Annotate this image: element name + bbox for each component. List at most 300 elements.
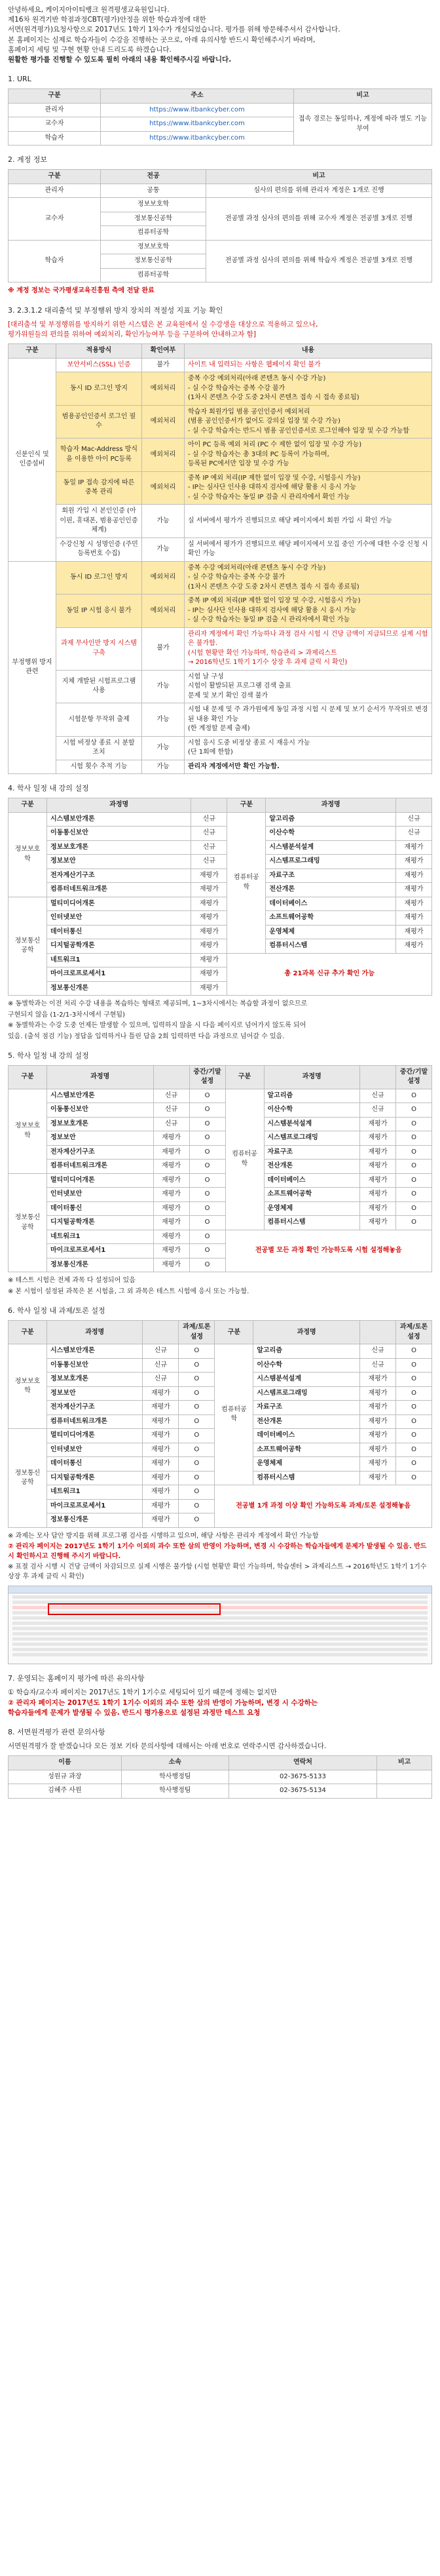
function-check: 가능 xyxy=(142,703,185,737)
course-group: 정보보호학 xyxy=(9,1344,47,1429)
function-method: 동시 ID 로그인 방지 xyxy=(56,372,142,406)
url-link[interactable]: https://www.itbankcyber.com xyxy=(101,117,294,132)
col-header: 과정명 xyxy=(47,1321,143,1344)
function-check: 불가 xyxy=(142,627,185,670)
function-row xyxy=(9,561,432,595)
course-name: 이산수학 xyxy=(264,1103,359,1118)
section-courses-current xyxy=(8,783,432,1042)
intro-line: 서면(원격평가)요청사항으로 2017년도 1학기 1차수가 개설되었습니다. 평가를 위해 방문해주셔서 감사합니다. xyxy=(8,26,340,34)
function-row xyxy=(9,670,432,703)
course-name: 알고리즘 xyxy=(264,1089,359,1103)
account-group: 교수자 xyxy=(9,198,101,241)
course-status: 신규 xyxy=(191,812,227,827)
course-row xyxy=(9,868,432,883)
course-row xyxy=(9,1216,432,1230)
col-header: 과제/토론 설정 xyxy=(179,1321,215,1344)
course-name: 시스템프로그래밍 xyxy=(266,855,396,869)
course-row xyxy=(9,953,432,967)
course-name: 알고리즘 xyxy=(266,812,396,827)
course-setting-mark: O xyxy=(396,1201,432,1216)
course-setting-mark: O xyxy=(189,1244,225,1259)
col-header: 구분 xyxy=(215,1321,253,1344)
course-setting-mark: O xyxy=(396,1131,432,1146)
intro-line: 제16차 원격기반 학점과정CBT(평가)안정을 위한 학습과정에 대한 xyxy=(8,16,206,24)
course-name: 운영체제 xyxy=(264,1201,359,1216)
course-setting-mark: O xyxy=(396,1089,432,1103)
function-method: 범용공인인증서 로그인 필수 xyxy=(56,405,142,439)
course-name: 전산개론 xyxy=(266,883,396,897)
col-header: 구분 xyxy=(9,798,47,813)
course-status: 재평가 xyxy=(191,911,227,926)
course-row xyxy=(9,855,432,869)
courses-assign-notes xyxy=(8,1532,432,1582)
functions-table xyxy=(8,343,432,774)
course-setting-mark: O xyxy=(189,1201,225,1216)
course-setting-mark: O xyxy=(396,1358,432,1373)
url-kind: 관리자 xyxy=(9,103,101,117)
course-name: 소프트웨어공학 xyxy=(253,1443,360,1457)
course-status: 재평가 xyxy=(396,855,432,869)
course-name: 멀티미디어개론 xyxy=(47,1429,143,1443)
course-name: 시스템프로그래밍 xyxy=(264,1131,359,1146)
function-content: 중복 수강 예외처리(아래 콘텐츠 동시 수강 가능) - 실 수강 학습자는 중복 수강 불가 (1차시 콘텐츠 수강 도중 2차시 콘텐츠 접속 시 접속 종료됨) xyxy=(185,372,432,406)
col-header xyxy=(396,798,432,813)
intro-line: 본 홈페이지는 실제로 학습자들이 수강을 진행하는 곳으로, 아래 유의사항 반드시 확인해주시기 바라며, xyxy=(8,35,316,44)
section-courses-lecture xyxy=(8,1051,432,1297)
course-setting-mark: O xyxy=(179,1485,215,1500)
col-header: 과정명 xyxy=(266,798,396,813)
function-content: 아이 PC 등록 예외 처리 (PC 수 제한 없이 입장 및 수강 가능) - 실 수강 학습자는 총 3대의 PC 등록이 가능하며, 등록된 PC에서만 입장 및 수강 가능 xyxy=(185,439,432,472)
course-name: 컴퓨터시스템 xyxy=(253,1471,360,1485)
course-status: 재평가 xyxy=(396,939,432,954)
function-method: 지체 개발된 시험프로그램 사용 xyxy=(56,670,142,703)
course-status: 신규 xyxy=(360,1344,396,1359)
function-method: 과제 무사인만 방지 시스템 구축 xyxy=(56,627,142,670)
function-row xyxy=(9,372,432,406)
course-row xyxy=(9,939,432,954)
courses-assign-table xyxy=(8,1320,432,1528)
account-major: 정보보호학 xyxy=(101,240,206,254)
course-status: 신규 xyxy=(396,827,432,841)
section-title: 3. 2.3.1.2 대리출석 및 부정행위 방지 장치의 적절성 지표 기능 확인 xyxy=(8,305,223,315)
account-major: 컴퓨터공학 xyxy=(101,268,206,283)
operation-line: 학습자들에게 문제가 발생될 수 있음. 반드시 평가용으로 설정된 과정만 테스트 요청 xyxy=(8,1708,261,1717)
function-row xyxy=(9,405,432,439)
course-setting-mark: O xyxy=(189,1173,225,1188)
course-row xyxy=(9,897,432,911)
function-row xyxy=(9,505,432,538)
col-header: 비고 xyxy=(377,1756,432,1770)
course-status: 재평가 xyxy=(360,1429,396,1443)
function-check: 가능 xyxy=(142,736,185,760)
course-status: 재평가 xyxy=(143,1485,179,1500)
course-status: 신규 xyxy=(191,827,227,841)
course-setting-mark: O xyxy=(189,1117,225,1131)
course-name: 시스템분석설계 xyxy=(266,840,396,855)
course-setting-mark: O xyxy=(179,1443,215,1457)
course-status: 재평가 xyxy=(360,1131,396,1146)
course-setting-mark: O xyxy=(396,1344,432,1359)
course-setting-mark: O xyxy=(189,1089,225,1103)
course-group: 정보통신공학 xyxy=(9,1173,47,1272)
course-status: 재평가 xyxy=(143,1499,179,1513)
course-setting-mark: O xyxy=(396,1457,432,1472)
course-name: 정보보호개론 xyxy=(47,1117,154,1131)
course-name: 이동통신보안 xyxy=(47,1358,143,1373)
course-group: 컴퓨터공학 xyxy=(225,1089,264,1230)
courses-current-table xyxy=(8,798,432,996)
course-status: 재평가 xyxy=(360,1188,396,1202)
course-setting-mark: O xyxy=(396,1386,432,1401)
course-status: 신규 xyxy=(153,1117,189,1131)
course-setting-mark: O xyxy=(189,1188,225,1202)
course-row xyxy=(9,883,432,897)
course-row xyxy=(9,1230,432,1244)
intro-line: 홈페이지 세팅 및 구현 현황 안내 드리도록 하겠습니다. xyxy=(8,45,172,54)
course-row xyxy=(9,1145,432,1160)
course-setting-mark: O xyxy=(179,1471,215,1485)
course-name: 디지털공학개론 xyxy=(47,939,191,954)
courses-current-notes xyxy=(8,1000,432,1042)
course-row xyxy=(9,1131,432,1146)
course-name: 이동통신보안 xyxy=(47,1103,154,1118)
url-link[interactable]: https://www.itbankcyber.com xyxy=(101,103,294,117)
admin-screenshot-image xyxy=(8,1586,432,1664)
note-line: ※ 동별학과는 이전 처리 수강 내용을 복습하는 형태로 제공되며, 1~3차시에서는 복습할 과정이 없으므로 xyxy=(8,1000,308,1007)
course-status: 신규 xyxy=(360,1089,396,1103)
course-status: 재평가 xyxy=(360,1386,396,1401)
course-name: 정보통신개론 xyxy=(47,1258,154,1272)
course-name: 정보통신개론 xyxy=(47,981,191,996)
courses-lecture-table xyxy=(8,1065,432,1273)
course-name: 알고리즘 xyxy=(253,1344,360,1359)
course-name: 인터넷보안 xyxy=(47,911,191,926)
course-name: 정보통신개론 xyxy=(47,1513,143,1528)
course-group: 정보보호학 xyxy=(9,1089,47,1173)
contact-dept: 학사행정팀 xyxy=(121,1784,229,1799)
course-row xyxy=(9,812,432,827)
course-setting-mark: O xyxy=(189,1145,225,1160)
col-header: 구분 xyxy=(9,89,101,104)
course-row xyxy=(9,1188,432,1202)
course-setting-mark: O xyxy=(179,1344,215,1359)
intro-line: 안녕하세요, 케이지아이티뱅크 원격평생교육원입니다. xyxy=(8,6,170,14)
course-name: 시스템보안개론 xyxy=(47,1089,154,1103)
section-title: 4. 학사 일정 내 강의 설정 xyxy=(8,784,89,793)
note-line: ② 관리자 페이지는 2017년도 1학기 1기수 이외의 과수 또한 삼의 반영이 가능하며, 변경 시 수강하는 학습자들에게 문제가 발생될 수 있음. 반드시 확인하시고 진행해 주시기 바랍니다. xyxy=(8,1543,427,1560)
operation-line: ② 관리자 페이지는 2017년도 1학기 1기수 이외의 과수 또한 삼의 반영이 가능하며, 변경 시 수강하는 xyxy=(8,1698,318,1707)
course-status: 재평가 xyxy=(143,1443,179,1457)
course-status: 재평가 xyxy=(360,1457,396,1472)
course-name: 전자계산기구조 xyxy=(47,1145,154,1160)
course-name: 멀티미디어개론 xyxy=(47,897,191,911)
section-accounts xyxy=(8,155,432,296)
contact-desc: 서면원격평가 잘 받겠습니다 모든 정보 기타 문의사항에 대해서는 아래 번호로 연락주시면 감사하겠습니다. xyxy=(8,1742,327,1750)
section-title: 5. 학사 일정 내 강의 설정 xyxy=(8,1051,89,1060)
course-name: 마이크로프로세서1 xyxy=(47,1499,143,1513)
function-content: 실 서버에서 평가가 진행되므로 해당 페이지에서 모집 중인 기수에 대한 수강 신청 시 확인 가능 xyxy=(185,537,432,561)
account-remark: 심사의 편의를 위해 관리자 계정은 1개로 진행 xyxy=(206,184,432,198)
course-name: 운영체제 xyxy=(253,1457,360,1472)
course-row xyxy=(9,1173,432,1188)
function-row xyxy=(9,358,432,372)
function-content: 시험 내 문제 및 주 과가원에게 동일 과정 시험 시 문제 및 보기 순서가 무작위로 변경된 내용 확인 가능 (한 계정할 문제 출제) xyxy=(185,703,432,737)
course-row xyxy=(9,1485,432,1500)
course-status: 재평가 xyxy=(143,1401,179,1415)
operation-line: ① 학습자/교수자 페이지는 2017년도 1학기 1기수로 세팅되어 있기 때문에 정해는 없지만 xyxy=(8,1688,277,1697)
function-content: 관리자 계정에서 확인 가능하나 과정 검사 시험 시 건당 금액이 지급되므로 실제 시험은 불가함. (시험 현황만 확인 가능하며, 학습관리 > 과제리스트 → 2016학년도 1학기 1기수 상장 후 과제 클릭 시 확인) xyxy=(185,627,432,670)
col-header: 과정명 xyxy=(264,1065,359,1089)
course-status: 재평가 xyxy=(360,1201,396,1216)
function-method: 동일 IP 시험 응시 불가 xyxy=(56,595,142,628)
col-header: 전공 xyxy=(101,170,206,184)
function-content: 시험 응시 도중 비정상 종료 시 재응시 가능 (단 1회에 한함) xyxy=(185,736,432,760)
course-name: 소프트웨어공학 xyxy=(264,1188,359,1202)
course-setting-mark: O xyxy=(189,1160,225,1174)
course-name: 정보보안 xyxy=(47,1386,143,1401)
course-status: 재평가 xyxy=(191,967,227,982)
course-name: 멀티미디어개론 xyxy=(47,1173,154,1188)
course-name: 시스템보안개론 xyxy=(47,1344,143,1359)
function-row xyxy=(9,760,432,774)
function-group: 부정행위 방지관련 xyxy=(9,561,56,774)
course-group: 정보통신공학 xyxy=(9,897,47,996)
function-check: 예외처리 xyxy=(142,372,185,406)
course-status: 재평가 xyxy=(153,1230,189,1244)
course-row xyxy=(9,1160,432,1174)
course-status: 재평가 xyxy=(360,1216,396,1230)
course-status: 재평가 xyxy=(153,1216,189,1230)
course-status: 신규 xyxy=(191,840,227,855)
course-name: 정보보안 xyxy=(47,1131,154,1146)
course-setting-mark: O xyxy=(396,1145,432,1160)
course-status: 재평가 xyxy=(153,1244,189,1259)
course-name: 시스템분석설계 xyxy=(253,1373,360,1387)
course-setting-mark: O xyxy=(179,1415,215,1429)
course-status: 재평가 xyxy=(191,868,227,883)
contact-remark xyxy=(377,1770,432,1784)
account-remark: 전공별 과정 심사의 편의를 위해 교수자 계정은 전공별 3개로 진행 xyxy=(206,198,432,241)
function-check: 불가 xyxy=(142,358,185,372)
course-status: 재평가 xyxy=(191,925,227,939)
function-row xyxy=(9,627,432,670)
course-status: 신규 xyxy=(191,855,227,869)
function-method: 학습자 Mac-Address 방식을 이용한 아이 PC등록 xyxy=(56,439,142,472)
url-table xyxy=(8,88,432,146)
section-url xyxy=(8,74,432,146)
course-right-note: 전공별 1개 과정 이상 확인 가능하도록 과제/토론 설정해놓음 xyxy=(215,1485,432,1528)
course-status: 신규 xyxy=(396,812,432,827)
section-title: 2. 계정 정보 xyxy=(8,155,47,165)
note-line: 구현되지 않음 (1-2/1-3차시에서 구현됨) xyxy=(8,1011,125,1019)
course-name: 디지털공학개론 xyxy=(47,1471,143,1485)
note-line: ※ 동별학과는 수강 도중 언제든 발생할 수 있으며, 입력하지 않을 시 다음 페이지로 넘어가지 않도록 되어 xyxy=(8,1022,306,1029)
course-setting-mark: O xyxy=(179,1429,215,1443)
section-title: 8. 서면원격평가 관련 문의사항 xyxy=(8,1727,105,1736)
course-name: 인터넷보안 xyxy=(47,1443,143,1457)
course-setting-mark: O xyxy=(179,1401,215,1415)
col-header: 과정명 xyxy=(47,1065,154,1089)
course-name: 소프트웨어공학 xyxy=(266,911,396,926)
course-setting-mark: O xyxy=(396,1415,432,1429)
function-row xyxy=(9,595,432,628)
function-check: 예외처리 xyxy=(142,405,185,439)
course-name: 운영체제 xyxy=(266,925,396,939)
function-content: 관리자 계정에서만 확인 가능함. xyxy=(185,760,432,774)
col-header xyxy=(153,1065,189,1089)
function-method: 시험문항 무작위 출제 xyxy=(56,703,142,737)
course-status: 재평가 xyxy=(396,925,432,939)
course-status: 재평가 xyxy=(360,1145,396,1160)
course-row xyxy=(9,1103,432,1118)
course-name: 자료구조 xyxy=(264,1145,359,1160)
col-header: 구분 xyxy=(227,798,266,813)
contact-phone: 02-3675-5134 xyxy=(229,1784,376,1799)
course-group: 정보통신공학 xyxy=(9,1429,47,1528)
course-name: 마이크로프로세서1 xyxy=(47,1244,154,1259)
col-header: 구분 xyxy=(9,170,101,184)
contact-remark xyxy=(377,1784,432,1799)
course-status: 재평가 xyxy=(143,1513,179,1528)
course-name: 네트워크1 xyxy=(47,1485,143,1500)
course-name: 컴퓨터네트워크개론 xyxy=(47,883,191,897)
course-status: 재평가 xyxy=(360,1401,396,1415)
col-header: 과제/토론 설정 xyxy=(396,1321,432,1344)
course-row xyxy=(9,827,432,841)
course-name: 컴퓨터시스템 xyxy=(264,1216,359,1230)
course-status: 재평가 xyxy=(360,1117,396,1131)
course-name: 네트워크1 xyxy=(47,953,191,967)
function-content: 실 서버에서 평가가 진행되므로 해당 페이지에서 회원 가입 시 확인 가능 xyxy=(185,505,432,538)
course-status: 재평가 xyxy=(143,1386,179,1401)
course-name: 마이크로프로세서1 xyxy=(47,967,191,982)
function-content: 중복 수강 예외처리(아래 콘텐츠 동시 수강 가능) - 실 수강 학습자는 중복 수강 불가 (1차시 콘텐츠 수강 도중 2차시 콘텐츠 접속 시 접속 종료됨) xyxy=(185,561,432,595)
col-header: 비고 xyxy=(294,89,432,104)
course-name: 데이터통신 xyxy=(47,1457,143,1472)
function-check: 예외처리 xyxy=(142,439,185,472)
course-setting-mark: O xyxy=(396,1173,432,1188)
course-group: 컴퓨터공학 xyxy=(215,1344,253,1485)
account-group: 관리자 xyxy=(9,184,101,198)
col-header: 과정명 xyxy=(253,1321,360,1344)
function-content: 중복 IP 예외 처리(IP 제한 없이 입장 및 수강, 시험응시 가능) - IP는 심사단 인사용 대하지 검사에 해당 활용 시 응시 가능 - 실 수강 학습자는 동일 IP 검출 시 관리자에서 확인 가능 xyxy=(185,595,432,628)
course-setting-mark: O xyxy=(189,1103,225,1118)
col-header xyxy=(360,1065,396,1089)
function-group: 신분인식 및 인증설비 xyxy=(9,358,56,561)
function-row xyxy=(9,471,432,505)
course-status: 재평가 xyxy=(191,883,227,897)
function-content: 중복 IP 예외 처리(IP 제한 없이 입장 및 수강, 시험응시 가능) - IP는 심사단 인사용 대하지 검사에 해당 활용 시 응시 가능 - 실 수강 학습자는 동일 IP 검출 시 관리자에서 확인 가능 xyxy=(185,471,432,505)
function-method: 회원 가입 시 본인인증 (아이핀, 휴대폰, 범용공인인증 체계) xyxy=(56,505,142,538)
course-name: 이산수학 xyxy=(266,827,396,841)
section-title: 7. 운영되는 홈페이지 평가에 따른 유의사항 xyxy=(8,1674,145,1683)
course-name: 시스템보안개론 xyxy=(47,812,191,827)
section-contact xyxy=(8,1727,432,1799)
function-row xyxy=(9,736,432,760)
function-method: 동시 ID 로그인 방지 xyxy=(56,561,142,595)
course-setting-mark: O xyxy=(396,1117,432,1131)
contact-dept: 학사행정팀 xyxy=(121,1770,229,1784)
account-major: 정보통신공학 xyxy=(101,254,206,269)
course-status: 재평가 xyxy=(191,981,227,996)
account-major: 공통 xyxy=(101,184,206,198)
course-setting-mark: O xyxy=(179,1513,215,1528)
contact-name: 김혜주 사원 xyxy=(9,1784,122,1799)
function-check: 가능 xyxy=(142,505,185,538)
course-setting-mark: O xyxy=(396,1160,432,1174)
course-status: 재평가 xyxy=(143,1429,179,1443)
course-setting-mark: O xyxy=(396,1188,432,1202)
function-check: 가능 xyxy=(142,537,185,561)
url-link[interactable]: https://www.itbankcyber.com xyxy=(101,131,294,146)
course-status: 신규 xyxy=(143,1358,179,1373)
course-status: 신규 xyxy=(360,1358,396,1373)
functions-desc-line: 평가위원들의 편의를 위하여 예외처리, 확인가능여부 등을 구분하여 안내하고자 함] xyxy=(8,330,256,338)
function-check: 예외처리 xyxy=(142,595,185,628)
course-setting-mark: O xyxy=(396,1401,432,1415)
function-row xyxy=(9,703,432,737)
function-check: 가능 xyxy=(142,670,185,703)
course-name: 이동통신보안 xyxy=(47,827,191,841)
course-status: 신규 xyxy=(153,1089,189,1103)
col-header: 내용 xyxy=(185,344,432,359)
course-name: 정보보호개론 xyxy=(47,1373,143,1387)
course-status: 신규 xyxy=(153,1103,189,1118)
course-status: 재평가 xyxy=(191,939,227,954)
header-row xyxy=(9,798,432,813)
course-name: 데이터베이스 xyxy=(253,1429,360,1443)
course-right-note: 전공별 모든 과정 확인 가능하도록 시험 설정해놓음 xyxy=(225,1230,431,1272)
header-row xyxy=(9,1321,432,1344)
col-header: 이름 xyxy=(9,1756,122,1770)
course-status: 재평가 xyxy=(360,1471,396,1485)
accounts-table xyxy=(8,169,432,283)
course-name: 자료구조 xyxy=(266,868,396,883)
col-header: 과정명 xyxy=(47,798,191,813)
contact-phone: 02-3675-5133 xyxy=(229,1770,376,1784)
course-status: 재평가 xyxy=(396,883,432,897)
note-line: ※ 표절 검사 시행 시 건당 금액이 차감되므로 실제 시행은 불가함 (시험 현황만 확인 가능하며, 학습센터 > 과제리스트 → 2016학년도 1학기 1기수 상장 후 과제 클릭 시 확인) xyxy=(8,1563,427,1580)
course-status: 재평가 xyxy=(360,1443,396,1457)
course-name: 데이터통신 xyxy=(47,925,191,939)
course-name: 컴퓨터네트워크개론 xyxy=(47,1160,154,1174)
function-check: 예외처리 xyxy=(142,471,185,505)
intro xyxy=(8,5,432,65)
course-status: 재평가 xyxy=(396,897,432,911)
course-status: 재평가 xyxy=(143,1415,179,1429)
course-row xyxy=(9,1201,432,1216)
course-name: 시스템프로그래밍 xyxy=(253,1386,360,1401)
note-line: ※ 과제는 모사 답안 방지를 위해 프로그램 검사를 시행하고 있으며, 해당 사항은 관리자 계정에서 확인 가능함 xyxy=(8,1532,319,1540)
intro-emphasis: 원활한 평가를 진행할 수 있도록 필히 아래의 내용 확인해주시길 바랍니다. xyxy=(8,56,232,64)
course-status: 재평가 xyxy=(191,897,227,911)
course-setting-mark: O xyxy=(179,1358,215,1373)
note-line: ※ 본 시험이 설정된 과목은 본 시험을, 그 외 과목은 테스트 시험에 응시 또는 가능함. xyxy=(8,1287,249,1295)
course-status: 재평가 xyxy=(153,1201,189,1216)
account-remark: 전공별 과정 심사의 편의를 위해 학습자 계정은 전공별 3개로 진행 xyxy=(206,240,432,283)
note-line: ※ 테스트 시험은 전체 과목 다 설정되어 있음 xyxy=(8,1277,136,1285)
courses-lecture-notes xyxy=(8,1276,432,1297)
course-name: 전산개론 xyxy=(253,1415,360,1429)
col-header: 확인여부 xyxy=(142,344,185,359)
contact-name: 성원규 과장 xyxy=(9,1770,122,1784)
course-name: 컴퓨터네트워크개론 xyxy=(47,1415,143,1429)
course-name: 자료구조 xyxy=(253,1401,360,1415)
course-name: 인터넷보안 xyxy=(47,1188,154,1202)
function-content: 사이트 내 입력되는 사항은 웹페이지 확인 불가 xyxy=(185,358,432,372)
function-method: 보안서비스(SSL) 인증 xyxy=(56,358,142,372)
course-status: 재평가 xyxy=(396,840,432,855)
